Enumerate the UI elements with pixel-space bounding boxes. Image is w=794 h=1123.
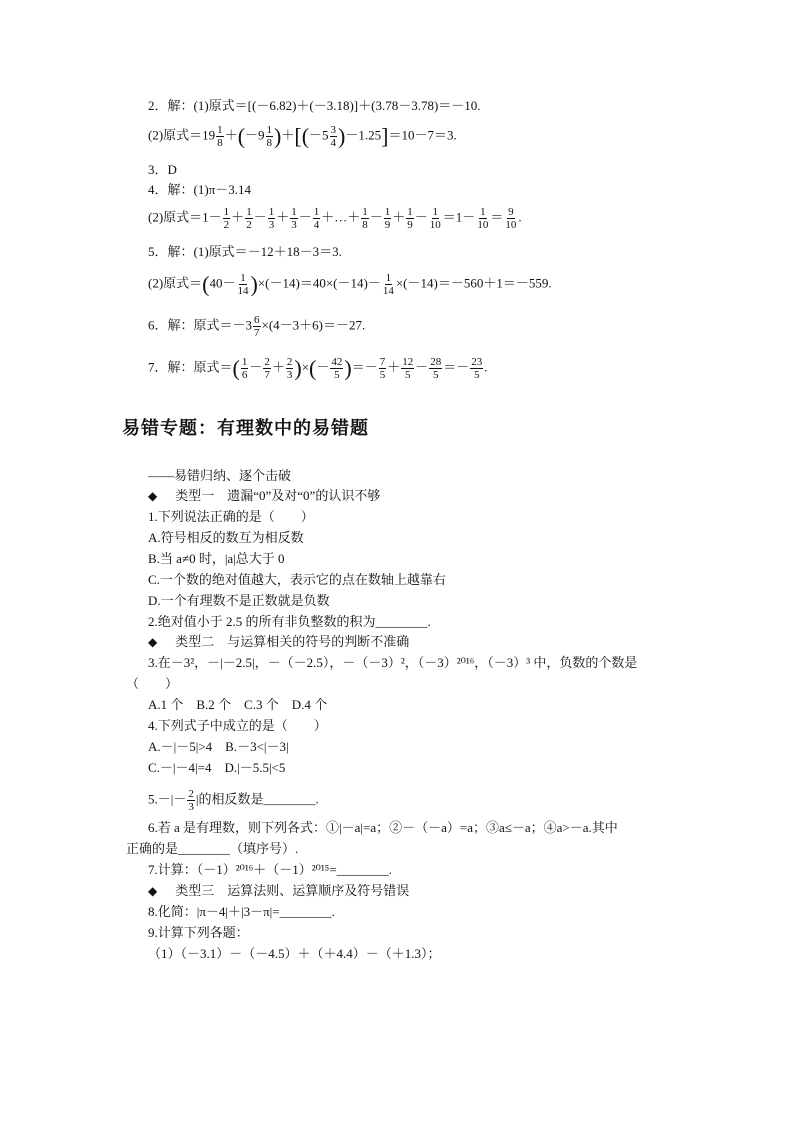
diamond-icon: ◆	[148, 884, 158, 898]
question-4-options-cd: C.－|－4|=4 D.|－5.5|<5	[148, 760, 286, 775]
question-7: 7.计算：（－1）²⁰¹⁶＋（－1）²⁰¹⁵=________.	[148, 862, 392, 877]
question-2: 2.绝对值小于 2.5 的所有非负整数的积为________.	[148, 614, 431, 629]
fraction: $\frac{1}{8}$	[266, 124, 273, 149]
type-2-heading: ◆ 类型二 与运算相关的符号的判断不准确	[148, 634, 410, 649]
question-3-options: A.1 个 B.2 个 C.3 个 D.4 个	[148, 697, 328, 712]
type-1-heading: ◆ 类型一 遗漏“0”及对“0”的认识不够	[148, 488, 381, 503]
solution-5-part2: (2)原式＝(40－ $\frac{1}{14}$ )×(－14)＝40×(－14)－ $\frac{1}{14}$ ×(－14)＝－560＋1＝－559.	[148, 271, 552, 297]
text: (2)原式＝19	[148, 127, 216, 143]
question-1-option-b: B.当 a≠0 时，|a|总大于 0	[148, 551, 285, 566]
solution-4-part1: 4．解：(1)π－3.14	[148, 182, 251, 197]
diamond-icon: ◆	[148, 489, 158, 503]
solution-2-part1: 2．解：(1)原式＝[(－6.82)＋(－3.18)]＋(3.78－3.78)＝－10.	[148, 98, 481, 113]
question-1: 1.下列说法正确的是（ ）	[148, 509, 314, 524]
question-1-option-c: C.一个数的绝对值越大，表示它的点在数轴上越靠右	[148, 572, 446, 587]
solution-3: 3．D	[148, 162, 177, 177]
solution-7: 7．解：原式＝( $\frac{1}{6}$ － $\frac{2}{7}$ ＋ $\frac{2}{3}$ )×(－ $\frac{42}{5}$ )＝－ $\frac{7}{5}$ ＋ $\frac{12}{5}$ － $\frac{28}{5}$ ＝－ $\frac{23}{5}$ .	[148, 355, 488, 381]
fraction: $\frac{3}{4}$	[330, 124, 337, 149]
question-9-part1: （1）（－3.1）－（－4.5）＋（＋4.4）－（＋1.3）；	[148, 946, 441, 961]
question-9: 9.计算下列各题：	[148, 925, 249, 940]
solution-6: 6．解：原式＝－3 $\frac{6}{7}$ ×(4－3＋6)＝－27.	[148, 314, 366, 339]
question-3: 3.在－3²，－|－2.5|，－（－2.5），－（－3）²，（－3）²⁰¹⁶，（－3）³ 中，负数的个数是	[148, 655, 638, 670]
question-6-cont: 正确的是________（填序号）.	[126, 841, 299, 856]
solution-2-part2: (2)原式＝19 $\frac{1}{8}$ ＋(－9 $\frac{1}{8}$ )＋[(－5 $\frac{3}{4}$ )－1.25]＝10－7＝3.	[148, 123, 457, 149]
question-4: 4.下列式子中成立的是（ ）	[148, 718, 327, 733]
diamond-icon: ◆	[148, 635, 158, 649]
question-6: 6.若 a 是有理数，则下列各式：①|－a|=a；②－（－a）=a；③a≤－a；④a>－a.其中	[148, 820, 618, 835]
fraction: $\frac{1}{8}$	[217, 124, 223, 149]
solution-5-part1: 5．解：(1)原式＝－12＋18－3＝3.	[148, 244, 342, 259]
section-title: 易错专题：有理数中的易错题	[122, 418, 369, 439]
question-8: 8.化简：|π－4|＋|3－π|=________.	[148, 904, 335, 919]
question-5: 5.－|－ $\frac{2}{3}$ |的相反数是________.	[148, 788, 319, 813]
type-3-heading: ◆ 类型三 运算法则、运算顺序及符号错误	[148, 883, 410, 898]
question-4-options-ab: A.－|－5|>4 B.－3<|－3|	[148, 739, 289, 754]
question-1-option-d: D.一个有理数不是正数就是负数	[148, 593, 330, 608]
question-3-bracket: （ ）	[126, 676, 179, 691]
question-1-option-a: A.符号相反的数互为相反数	[148, 530, 304, 545]
section-subtitle: ——易错归纳、逐个击破	[148, 468, 292, 483]
solution-4-part2: (2)原式＝1－ $\frac{1}{2}$ ＋ $\frac{1}{2}$ － $\frac{1}{3}$ ＋ $\frac{1}{3}$ － $\frac{1}{4}$ ＋…＋ $\frac{1}{8}$ － $\frac{1}{9}$ ＋ $\frac{1}{9}$ － $\frac{1}{10}$ ＝1－ $\frac{1}{10}$ ＝ $\frac{9}{10}$ .	[148, 206, 522, 231]
